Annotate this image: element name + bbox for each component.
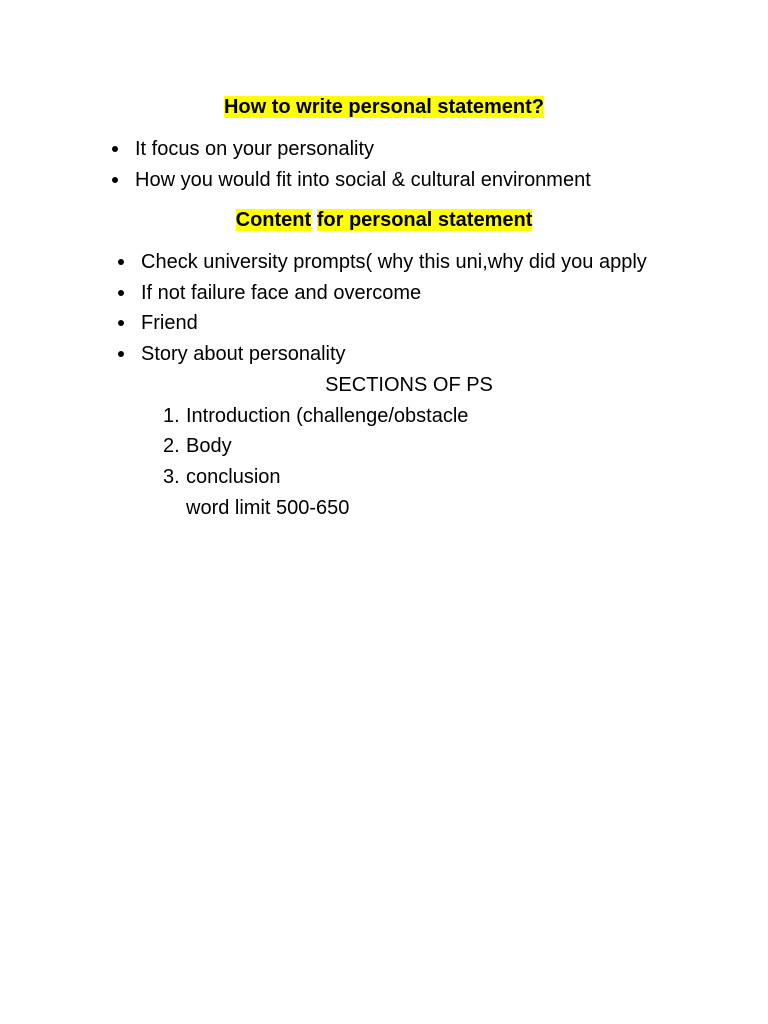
list-1-item-1: It focus on your personality [135, 138, 375, 160]
sections-title: SECTIONS OF PS [325, 374, 493, 396]
bullet-icon [118, 290, 124, 296]
bullet-icon [112, 146, 118, 152]
heading-2-part-2: for personal statement [316, 209, 533, 231]
bullet-icon [118, 259, 124, 265]
numbered-item-1-text: Introduction (challenge/obstacle [186, 405, 469, 427]
heading-2-part-1: Content [235, 209, 312, 231]
numbered-item-2-number: 2. [163, 435, 180, 457]
bullet-icon [118, 351, 124, 357]
heading-how-to-write [0, 95, 768, 119]
bullet-icon [112, 177, 118, 183]
list-2-item-2: If not failure face and overcome [141, 282, 422, 304]
numbered-item-3-text: conclusion [186, 466, 281, 488]
numbered-item-3-number: 3. [163, 466, 180, 488]
heading-1-text: How to write personal statement? [223, 96, 545, 118]
bullet-icon [118, 320, 124, 326]
list-1-item-2: How you would fit into social & cultural environment [135, 169, 591, 191]
list-2-item-1: Check university prompts( why this uni,why did you apply [141, 251, 647, 273]
list-2-item-4: Story about personality [141, 343, 346, 365]
heading-content [0, 208, 768, 232]
list-2-item-3: Friend [141, 312, 198, 334]
numbered-item-2-text: Body [186, 435, 232, 457]
word-limit-text: word limit 500-650 [186, 497, 350, 519]
numbered-item-1-number: 1. [163, 405, 180, 427]
